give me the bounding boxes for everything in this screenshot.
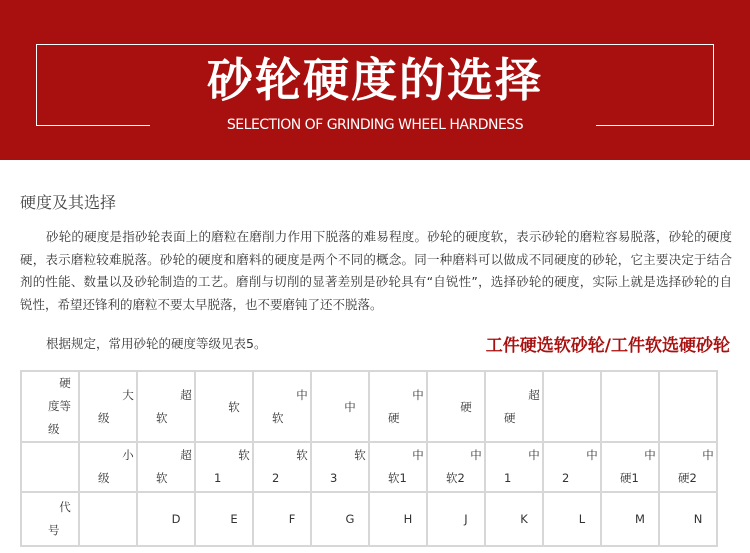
table-cell [311,371,369,442]
table-cell [195,371,253,442]
cell-line-2: 号 [48,523,60,537]
cell-line-2: 1 [214,471,222,485]
cell-text: M [635,512,645,526]
cell-line-1: 超 [180,448,192,462]
cell-text [370,384,426,430]
cell-text: G [345,512,355,526]
cell-line-1: 软 [238,448,250,462]
cell-text: N [693,512,703,526]
table-cell [137,492,195,546]
table-cell [543,442,601,492]
cell-text [22,372,78,441]
cell-line-2: 级 [98,410,110,425]
table-cell [543,492,601,546]
table-cell [369,492,427,546]
cell-line-2: 级 [98,471,110,485]
table-cell [601,492,659,546]
table-cell [369,442,427,492]
table-cell [485,442,543,492]
cell-line-1: 中 [586,448,598,462]
table-note: 根据规定，常用砂轮的硬度等级见表5。 [46,336,267,351]
cell-line-1: 超 [528,387,540,402]
cell-text [370,444,426,490]
title-banner [0,0,750,160]
table-cell [659,492,717,546]
cell-line-2: 软 [156,471,168,485]
cell-text [660,444,716,490]
table-cell [485,371,543,442]
cell-line-1: 中 [702,448,714,462]
table-cell [369,371,427,442]
table-cell [21,492,79,546]
table-cell [195,492,253,546]
cell-text: H [403,512,413,526]
table-cell [311,492,369,546]
cell-text: 软 [228,399,240,414]
cell-line-1: 软 [296,448,308,462]
table-cell [427,442,485,492]
cell-line-2: 2 [272,471,280,485]
cell-line-1: 中 [528,448,540,462]
cell-line-2: 硬1 [620,471,639,485]
cell-text: 中 [344,399,356,414]
page-title: 砂轮硬度的选择 [207,53,543,107]
table-cell [253,442,311,492]
cell-text: K [520,512,528,526]
cell-line-1: 中 [412,387,424,402]
cell-text [544,444,600,490]
cell-text [312,444,368,490]
cell-line-1: 中 [470,448,482,462]
cell-text [602,444,658,490]
cell-line-2: 3 [330,471,338,485]
table-cell [21,442,79,492]
table-cell [137,371,195,442]
cell-line-2: 硬 [504,410,516,425]
table-cell [195,442,253,492]
section-heading: 硬度及其选择 [20,193,117,212]
table-cell [601,442,659,492]
table-row [21,492,717,546]
page-subtitle: SELECTION OF GRINDING WHEEL HARDNESS [226,117,524,133]
table-cell [601,371,659,442]
cell-line-1: 硬 [59,376,71,390]
cell-text [138,444,194,490]
hardness-table [20,370,718,547]
cell-text: F [288,512,296,526]
table-cell [311,442,369,492]
table-cell [543,371,601,442]
cell-text [80,444,136,490]
table-row [21,371,717,442]
cell-text: L [578,512,586,526]
table-cell [21,371,79,442]
cell-text [254,444,310,490]
cell-line-1: 代 [59,500,71,514]
cell-text: 硬 [460,399,472,414]
cell-line-2: 软 [156,410,168,425]
cell-line-2: 度等级 [48,399,71,436]
highlight-note: 工件硬选软砂轮/工件软选硬砂轮 [485,336,730,356]
table-cell [253,371,311,442]
cell-text [254,384,310,430]
cell-text: D [171,512,181,526]
cell-text [138,384,194,430]
cell-text [428,444,484,490]
table-cell [79,492,137,546]
table-cell [427,371,485,442]
cell-text: J [464,512,468,526]
cell-line-1: 中 [412,448,424,462]
cell-line-2: 硬2 [678,471,697,485]
cell-line-2: 2 [562,471,570,485]
cell-text [486,384,542,430]
frame-top-line [36,44,714,45]
cell-line-2: 硬 [388,410,400,425]
table-cell [427,492,485,546]
cell-line-1: 中 [644,448,656,462]
table-cell [253,492,311,546]
table-cell [659,442,717,492]
cell-line-1: 超 [180,387,192,402]
table-cell [137,442,195,492]
cell-line-1: 软 [354,448,366,462]
table-cell [659,371,717,442]
cell-line-1: 小 [122,448,134,462]
cell-line-2: 软 [272,410,284,425]
table-cell [485,492,543,546]
cell-line-2: 软1 [388,471,407,485]
body-paragraph: 砂轮的硬度是指砂轮表面上的磨粒在磨削力作用下脱落的难易程度。砂轮的硬度软，表示砂轮的磨粒容易脱落，砂轮的硬度硬，表示磨粒较难脱落。砂轮的硬度和磨料的硬度是两个不同的概念。同一种磨料可以做成不同硬度的砂轮，它主要决定于结合剂的性能、数量以及砂轮制造的工艺。磨削与切削的显著差别是砂轮具有“自锐性”，选择砂轮的硬度，实际上就是选择砂轮的自锐性，希望还锋利的磨粒不要太早脱落，也不要磨钝了还不脱落。 [20,229,732,312]
cell-line-2: 1 [504,471,512,485]
cell-line-2: 软2 [446,471,465,485]
table-cell [79,371,137,442]
cell-text [22,496,78,542]
table-row [21,442,717,492]
cell-text [486,444,542,490]
cell-text [196,444,252,490]
cell-line-1: 中 [296,387,308,402]
cell-line-1: 大 [122,387,134,402]
table-cell [79,442,137,492]
cell-text [80,384,136,430]
cell-text: E [230,512,238,526]
